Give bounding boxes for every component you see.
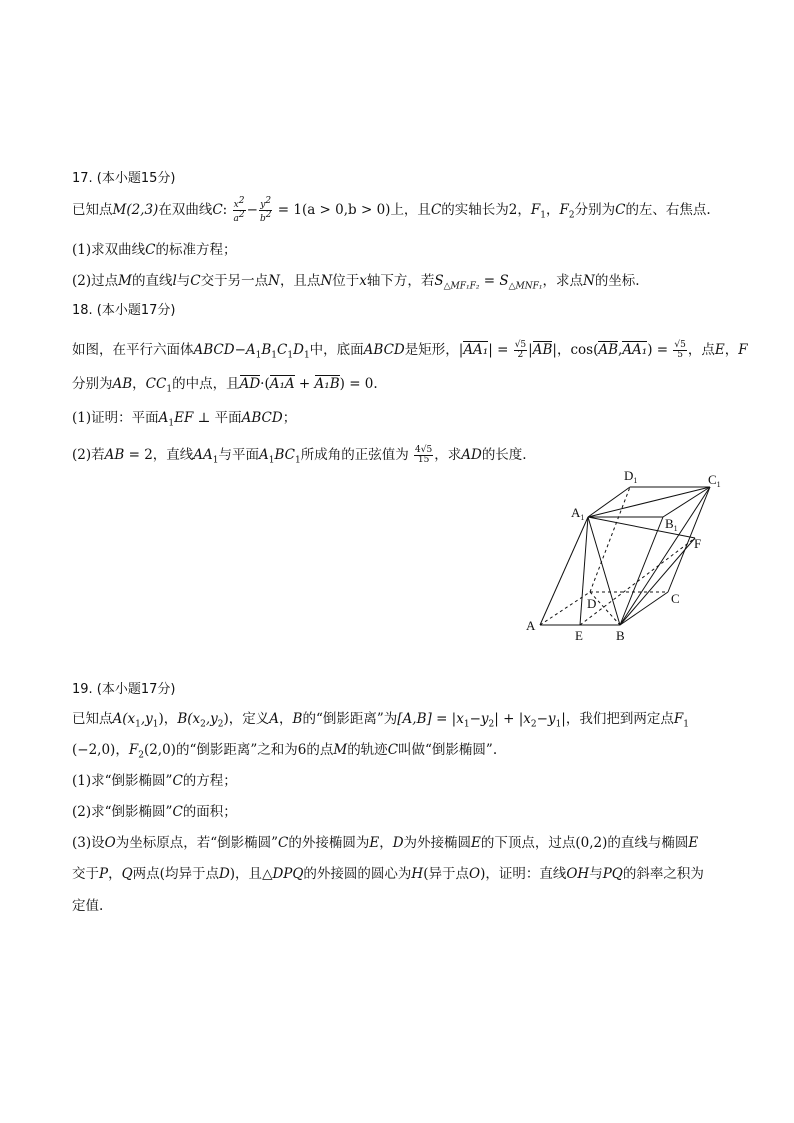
fraction-sqrt5-over-5: $\frac{√5}{5}$ — [674, 340, 686, 360]
edge-B-B1 — [620, 517, 663, 625]
hyperbola-frac-x: $\frac{x^2}{a^2}$ — [233, 196, 245, 224]
label-B1: $B_1$ — [665, 516, 678, 533]
edge-D-D1 — [590, 487, 630, 592]
hyperbola-frac-y: $\frac{y^2}{b^2}$ — [259, 196, 272, 224]
label-E: E — [575, 628, 583, 643]
q19-part-1: (1)求“倒影椭圆”C的方程； — [72, 773, 237, 789]
edge-B-C1 — [620, 487, 710, 625]
q18-part-2: (2)若AB = 2，直线$AA_1$与平面$A_1BC_1$所成角的正弦值为 $\frac{4√5}{15}$ ，求AD的长度. — [72, 445, 527, 466]
edge-E-F — [580, 538, 695, 625]
label-F: F — [694, 536, 702, 551]
parallelepiped-figure — [520, 460, 730, 650]
q18-heading: 18. (本小题17分) — [72, 303, 176, 318]
edge-B1-C1 — [663, 487, 710, 517]
q17-heading: 17. (本小题15分) — [72, 171, 176, 186]
q19-part-3-line-1: (3)设O为坐标原点，若“倒影椭圆”C的外接椭圆为E，D为外接椭圆E的下顶点，过点(0,2)的直线与椭圆E — [72, 835, 699, 851]
edge-A1-C1 — [588, 487, 710, 517]
q19-line-2: (−2,0)，$F_2(2,0)$的“倒影距离”之和为6的点M的轨迹C叫做“倒影椭圆”. — [72, 742, 498, 761]
fraction-4sqrt5-over-15: $\frac{4√5}{15}$ — [415, 445, 433, 465]
label-A1: $A_1$ — [571, 505, 585, 522]
q17-line-1: 已知点M(2,3)在双曲线C: $\frac{x^2}{a^2}$ − $\frac{y^2}{b^2}$ = 1(a > 0,b > 0)上，且C的实轴长为2，$F_1$，$F_2$分别为C的左、右焦点. — [72, 196, 711, 224]
edge-C-C1 — [668, 487, 710, 592]
label-C1: $C_1$ — [708, 472, 721, 489]
label-A: A — [526, 618, 536, 633]
q17-part-2: (2)过点M的直线l与C交于另一点N，且点N位于x轴下方，若$S_{\triangle MF_1F_2} = S_{\triangle MNF_1}$，求点N的坐标. — [72, 273, 640, 292]
fraction-sqrt5-over-2: $\frac{√5}{2}$ — [514, 340, 527, 360]
q18-line-1: 如图，在平行六面体$ABCD-A_1B_1C_1D_1$中，底面ABCD是矩形，|AA₁| = $\frac{√5}{2}$ |AB|，cos(AB,AA₁) = $\frac{√5}{5}$ ，点E，F — [72, 340, 748, 361]
q18-line-2: 分别为AB，$CC_1$的中点，且AD·(A₁A + A₁B) = 0. — [72, 376, 378, 395]
edge-B-F — [620, 538, 695, 625]
label-D: D — [587, 596, 597, 611]
q19-heading: 19. (本小题17分) — [72, 682, 176, 697]
q19-line-1: 已知点$A(x_1,y_1)$，$B(x_2,y_2)$，定义A，B的“倒影距离”为$[A,B] = |x_1-y_2| + |x_2-y_1|$，我们把到两定点$F_1$ — [72, 711, 689, 730]
q17-part-1: (1)求双曲线C的标准方程； — [72, 242, 237, 258]
edge-A1-D1 — [588, 487, 630, 517]
edge-A1-F — [588, 517, 695, 538]
label-C: C — [671, 591, 680, 606]
q19-part-2: (2)求“倒影椭圆”C的面积； — [72, 804, 237, 820]
q19-part-3-line-2: 交于P，Q两点(均异于点D)，且△DPQ的外接圆的圆心为H(异于点O)，证明：直线OH与PQ的斜率之积为 — [72, 866, 704, 882]
q19-part-3-line-3: 定值. — [72, 898, 104, 914]
q18-part-1: (1)证明：平面$A_1EF$ ⊥ 平面ABCD； — [72, 410, 297, 429]
label-D1: $D_1$ — [624, 468, 638, 485]
label-B: B — [616, 628, 625, 643]
